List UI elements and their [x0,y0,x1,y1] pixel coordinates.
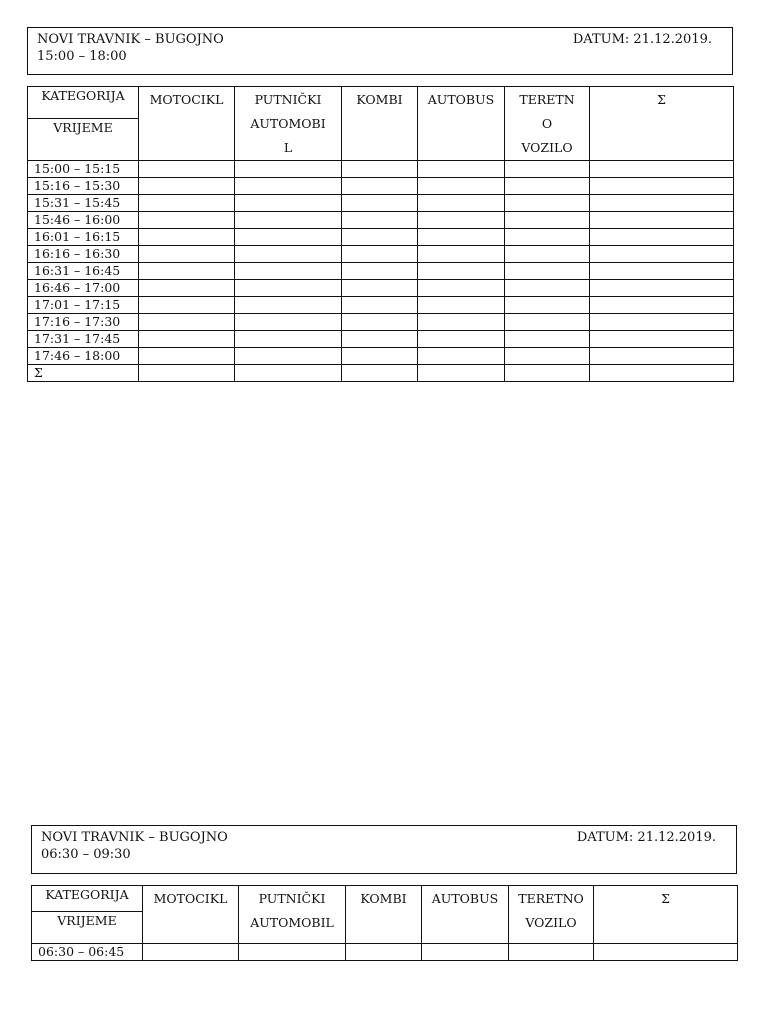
count-cell[interactable] [139,195,235,212]
count-cell[interactable] [235,314,342,331]
count-cell[interactable] [418,314,505,331]
count-cell[interactable] [342,331,418,348]
count-cell[interactable] [418,263,505,280]
count-cell[interactable] [342,246,418,263]
time-interval-label: 17:31 – 17:45 [28,331,139,348]
count-cell[interactable] [590,229,734,246]
count-cell[interactable] [342,161,418,178]
count-cell[interactable] [594,944,738,961]
column-header-passenger-car: PUTNIČKI AUTOMOBI L [235,87,342,161]
column-header-truck: TERETNO VOZILO [509,886,594,944]
count-cell[interactable] [505,297,590,314]
count-cell[interactable] [418,297,505,314]
time-header: VRIJEME [28,118,139,160]
count-cell[interactable] [590,195,734,212]
column-header-total: Σ [594,886,738,944]
count-cell[interactable] [235,297,342,314]
count-cell[interactable] [418,348,505,365]
time-interval-label: 17:16 – 17:30 [28,314,139,331]
column-header-passenger-car: PUTNIČKI AUTOMOBIL [239,886,346,944]
count-cell[interactable] [139,161,235,178]
table-row [28,297,734,314]
table-row [28,263,734,280]
column-header-motorcycle: MOTOCIKL [143,886,239,944]
count-cell[interactable] [590,314,734,331]
count-cell[interactable] [505,280,590,297]
count-cell[interactable] [139,314,235,331]
count-cell[interactable] [505,365,590,382]
count-cell[interactable] [139,178,235,195]
sheet-2-header [31,825,737,874]
count-cell[interactable] [239,944,346,961]
time-interval-label: 16:46 – 17:00 [28,280,139,297]
category-header: KATEGORIJA [32,886,143,912]
count-cell[interactable] [235,263,342,280]
count-cell[interactable] [235,229,342,246]
time-interval-label: 17:01 – 17:15 [28,297,139,314]
count-cell[interactable] [418,195,505,212]
count-cell[interactable] [342,263,418,280]
category-header: KATEGORIJA [28,87,139,119]
count-cell[interactable] [139,246,235,263]
time-interval-label: 15:31 – 15:45 [28,195,139,212]
count-cell[interactable] [505,348,590,365]
column-header-van: KOMBI [346,886,422,944]
count-cell[interactable] [505,195,590,212]
count-cell[interactable] [590,365,734,382]
count-cell[interactable] [590,178,734,195]
count-cell[interactable] [139,297,235,314]
column-header-bus: AUTOBUS [418,87,505,161]
count-cell[interactable] [590,280,734,297]
count-cell[interactable] [143,944,239,961]
route-title: NOVI TRAVNIK – BUGOJNO [37,32,224,47]
count-cell[interactable] [590,212,734,229]
time-interval-label: 16:01 – 16:15 [28,229,139,246]
table-row [28,246,734,263]
count-cell[interactable] [139,263,235,280]
count-cell[interactable] [590,161,734,178]
table-row [28,161,734,178]
count-cell[interactable] [139,212,235,229]
survey-date: DATUM: 21.12.2019. [576,830,716,845]
count-cell[interactable] [342,348,418,365]
count-cell[interactable] [342,195,418,212]
count-cell[interactable] [235,178,342,195]
count-cell[interactable] [342,365,418,382]
table-row [28,212,734,229]
count-cell[interactable] [235,365,342,382]
count-cell[interactable] [342,297,418,314]
count-cell[interactable] [139,229,235,246]
time-interval-label: 16:31 – 16:45 [28,263,139,280]
count-cell[interactable] [422,944,509,961]
count-cell[interactable] [139,331,235,348]
count-cell[interactable] [235,348,342,365]
count-cell[interactable] [505,331,590,348]
count-cell[interactable] [235,212,342,229]
column-header-bus: AUTOBUS [422,886,509,944]
time-interval-label: 06:30 – 06:45 [32,944,143,961]
count-cell[interactable] [342,212,418,229]
column-header-total: Σ [590,87,734,161]
time-range: 06:30 – 09:30 [41,847,131,862]
count-cell[interactable] [342,178,418,195]
count-cell[interactable] [590,297,734,314]
count-cell[interactable] [418,212,505,229]
route-title: NOVI TRAVNIK – BUGOJNO [41,830,228,845]
count-cell[interactable] [590,348,734,365]
count-cell[interactable] [418,331,505,348]
table-row [28,314,734,331]
count-cell[interactable] [509,944,594,961]
time-interval-label: 15:46 – 16:00 [28,212,139,229]
table-row [28,229,734,246]
count-cell[interactable] [346,944,422,961]
time-interval-label: 16:16 – 16:30 [28,246,139,263]
count-cell[interactable] [235,246,342,263]
count-cell[interactable] [418,161,505,178]
time-interval-label: 15:00 – 15:15 [28,161,139,178]
count-cell[interactable] [590,246,734,263]
sheet-2-traffic-count-table [31,885,738,961]
count-cell[interactable] [505,212,590,229]
count-cell[interactable] [418,178,505,195]
table-row [28,348,734,365]
count-cell[interactable] [235,195,342,212]
table-row [28,365,734,382]
time-header: VRIJEME [32,911,143,943]
count-cell[interactable] [590,263,734,280]
count-cell[interactable] [505,314,590,331]
table-row [32,944,738,961]
count-cell[interactable] [139,280,235,297]
count-cell[interactable] [505,263,590,280]
table-row [28,331,734,348]
count-cell[interactable] [235,280,342,297]
column-header-truck: TERETN O VOZILO [505,87,590,161]
count-cell[interactable] [235,331,342,348]
count-cell[interactable] [590,331,734,348]
table-row [28,195,734,212]
time-interval-label: 17:46 – 18:00 [28,348,139,365]
count-cell[interactable] [505,178,590,195]
column-header-van: KOMBI [342,87,418,161]
sheet-1-traffic-count-table [27,86,734,382]
time-interval-label: Σ [28,365,139,382]
column-header-motorcycle: MOTOCIKL [139,87,235,161]
count-cell[interactable] [342,229,418,246]
table-row [28,178,734,195]
count-cell[interactable] [418,280,505,297]
count-cell[interactable] [342,314,418,331]
count-cell[interactable] [235,161,342,178]
count-cell[interactable] [139,348,235,365]
count-cell[interactable] [418,229,505,246]
survey-date: DATUM: 21.12.2019. [572,32,712,47]
count-cell[interactable] [418,246,505,263]
time-range: 15:00 – 18:00 [37,49,127,64]
time-interval-label: 15:16 – 15:30 [28,178,139,195]
count-cell[interactable] [505,229,590,246]
table-row [28,280,734,297]
count-cell[interactable] [342,280,418,297]
count-cell[interactable] [139,365,235,382]
count-cell[interactable] [505,161,590,178]
sheet-1-header [27,27,733,75]
count-cell[interactable] [505,246,590,263]
count-cell[interactable] [418,365,505,382]
